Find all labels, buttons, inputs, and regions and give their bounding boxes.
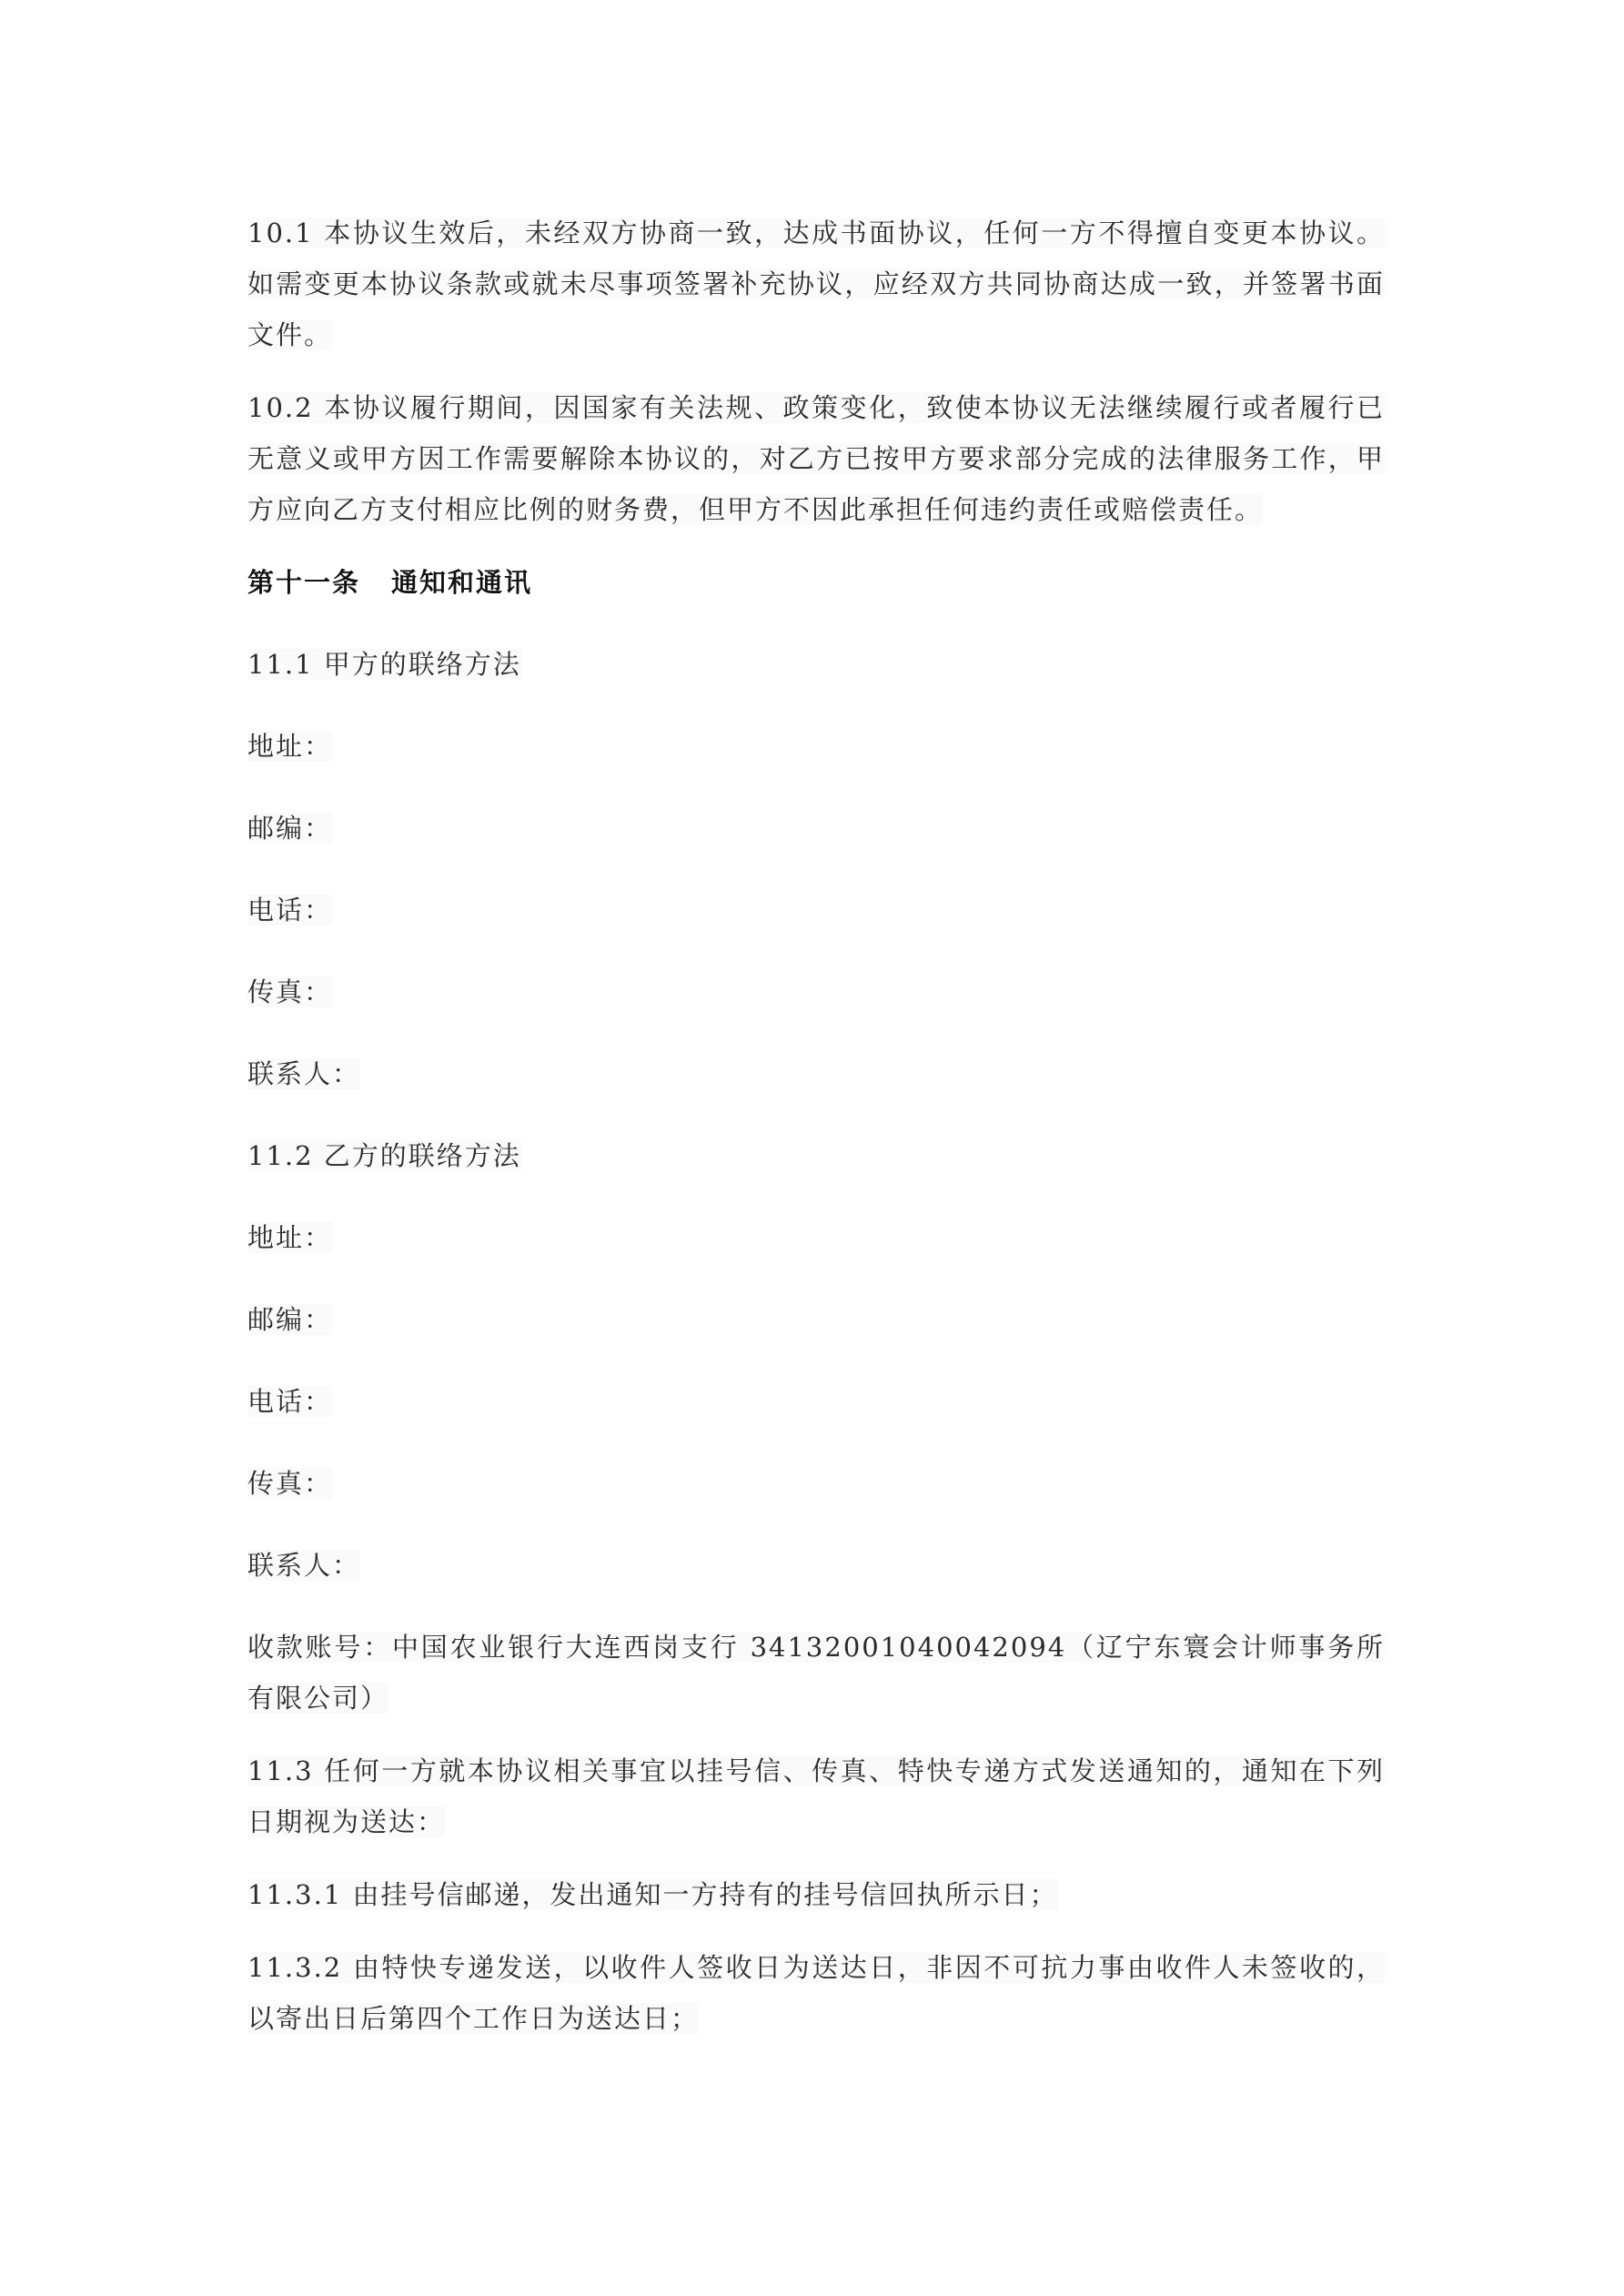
party-a-fax: 传真： (247, 976, 333, 1007)
paragraph-11-3-1: 11.3.1 由挂号信邮递，发出通知一方持有的挂号信回执所示日； (247, 1879, 1058, 1910)
party-b-phone: 电话： (247, 1386, 333, 1417)
section-title: 通知和通讯 (391, 567, 533, 598)
bank-account: 收款账号：中国农业银行大连西岗支行 34132001040042094（辽宁东寰会计师事务所有限公司） (247, 1632, 1385, 1714)
party-a-phone: 电话： (247, 895, 333, 925)
party-b-contact-title: 11.2 乙方的联络方法 (247, 1140, 521, 1171)
section-heading-11 (247, 557, 1385, 608)
party-a-contact-person: 联系人： (247, 1058, 361, 1089)
party-a-address: 地址： (247, 731, 333, 762)
paragraph-10-2 (247, 382, 1385, 535)
paragraph-11-3-2: 11.3.2 由特快专递发送，以收件人签收日为送达日，非因不可抗力事由收件人未签收的，以寄出日后第四个工作日为送达日； (247, 1952, 1385, 2034)
party-a-postcode: 邮编： (247, 813, 333, 844)
section-number: 第十一条 (247, 567, 361, 598)
document-page (247, 207, 1385, 2044)
paragraph-10-1-text: 10.1 本协议生效后，未经双方协商一致，达成书面协议，任何一方不得擅自变更本协议。如需变更本协议条款或就未尽事项签署补充协议，应经双方共同协商达成一致，并签署书面文件。 (247, 217, 1385, 350)
paragraph-10-1 (247, 207, 1385, 360)
party-b-address: 地址： (247, 1222, 333, 1253)
paragraph-10-2-text: 10.2 本协议履行期间，因国家有关法规、政策变化，致使本协议无法继续履行或者履行已无意义或甲方因工作需要解除本协议的，对乙方已按甲方要求部分完成的法律服务工作，甲方应向乙方支付相应比例的财务费，但甲方不因此承担任何违约责任或赔偿责任。 (247, 392, 1385, 525)
paragraph-11-3: 11.3 任何一方就本协议相关事宜以挂号信、传真、特快专递方式发送通知的，通知在下列日期视为送达： (247, 1755, 1385, 1837)
party-b-fax: 传真： (247, 1468, 333, 1499)
party-b-postcode: 邮编： (247, 1304, 333, 1335)
party-b-contact-person: 联系人： (247, 1550, 361, 1581)
party-a-contact-title: 11.1 甲方的联络方法 (247, 649, 521, 680)
